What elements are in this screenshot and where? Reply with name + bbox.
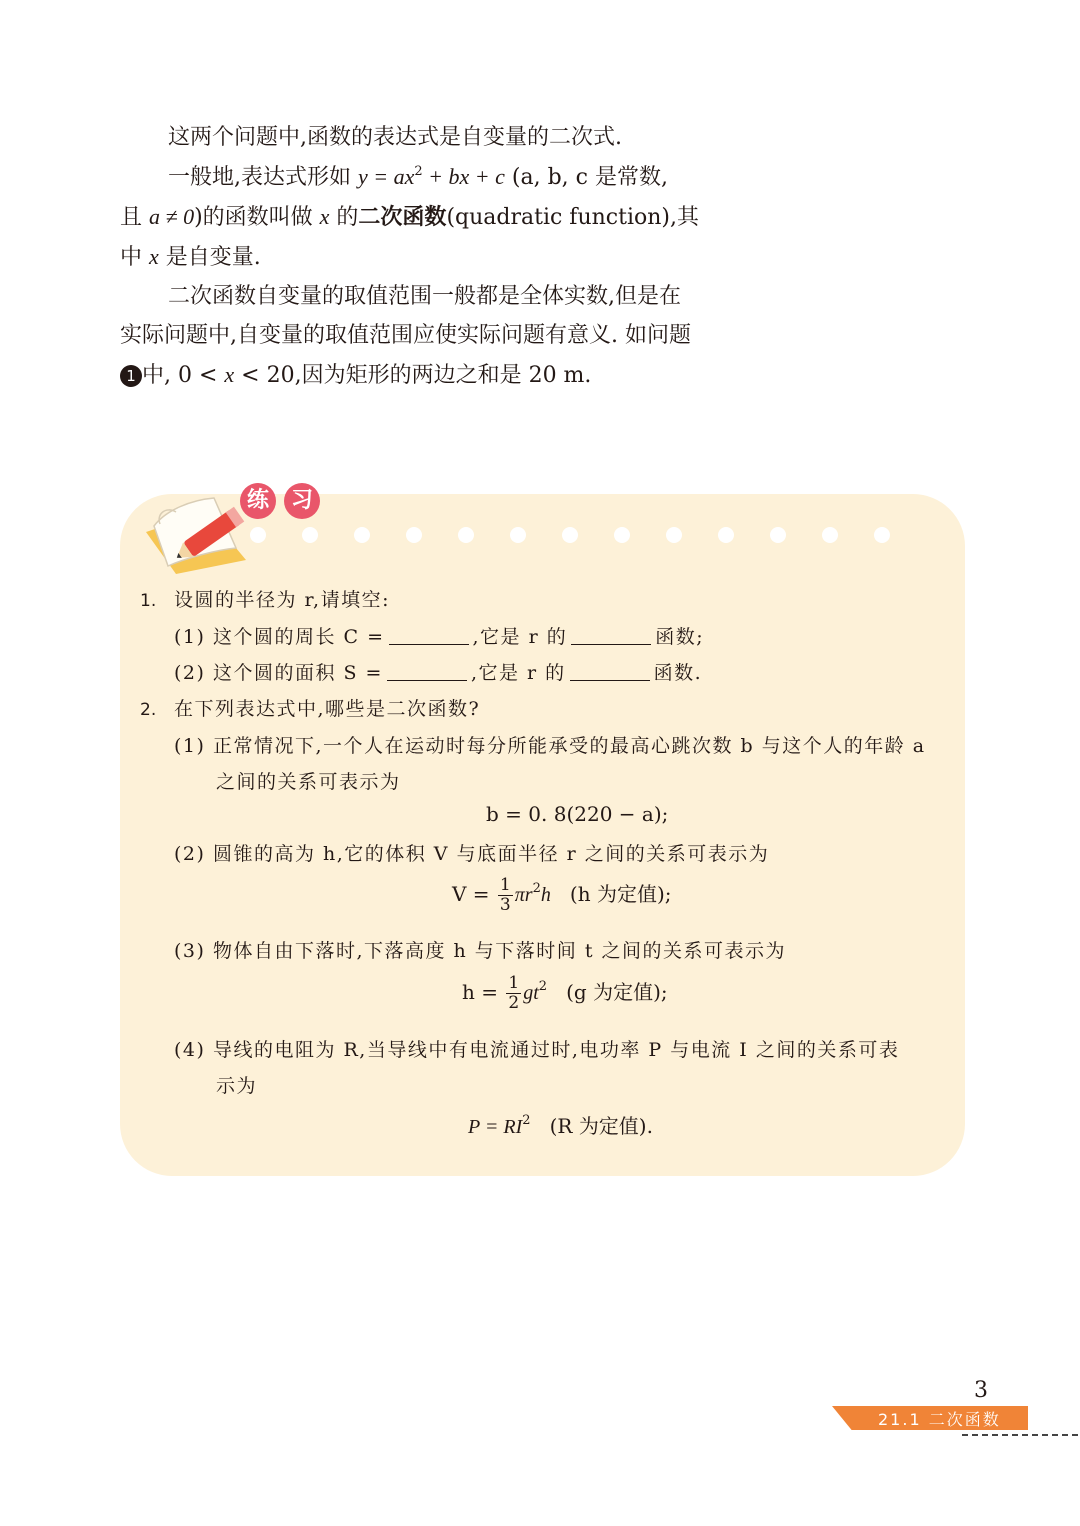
section-label: 21.1 二次函数 <box>878 1410 1001 1429</box>
fraction: $\frac{1}{2}$ <box>508 973 520 1013</box>
dot <box>510 527 526 543</box>
dot <box>666 527 682 543</box>
footer-divider <box>962 1434 1078 1436</box>
key-term: 二次函数 <box>358 205 447 230</box>
question-1-part-2: (2) 这个圆的面积 S = ,它是 r 的 函数. <box>174 662 703 684</box>
dot <box>770 527 786 543</box>
question-2-part-1-cont: 之间的关系可表示为 <box>216 771 401 793</box>
dot <box>822 527 838 543</box>
dot <box>718 527 734 543</box>
dot <box>406 527 422 543</box>
exercise-badge-2: 习 <box>284 483 320 519</box>
page-number: 3 <box>974 1378 988 1403</box>
exercise-1 <box>140 582 960 800</box>
question-1: 1. 设圆的半径为 r,请填空: <box>140 589 390 611</box>
answer-blank[interactable] <box>570 660 650 681</box>
question-1-part-1: (1) 这个圆的周长 C = ,它是 r 的 函数; <box>174 626 705 648</box>
paragraph-3-line-2: 实际问题中,自变量的取值范围应使实际问题有意义. 如问题 <box>120 323 691 348</box>
question-2: 2. 在下列表达式中,哪些是二次函数? <box>140 698 481 720</box>
paragraph-2-line-3: 中 x 是自变量. <box>120 244 261 270</box>
formula-2: V = $\frac{1}{3}$ $\pi r^2h$ (h 为定值); <box>452 875 672 915</box>
answer-blank[interactable] <box>389 624 469 645</box>
dot <box>562 527 578 543</box>
paragraph-3-line-3: 1 中, 0 < x < 20,因为矩形的两边之和是 20 m. <box>120 355 740 395</box>
formula-1: b = 0. 8(220 − a); <box>486 802 669 826</box>
paragraph-3-line-1: 二次函数自变量的取值范围一般都是全体实数,但是在 <box>168 284 681 309</box>
circled-number-icon: 1 <box>120 365 142 387</box>
dot <box>874 527 890 543</box>
dot <box>458 527 474 543</box>
dot <box>614 527 630 543</box>
dot <box>354 527 370 543</box>
body-text <box>120 118 740 395</box>
question-2-part-3: (3) 物体自由下落时,下落高度 h 与下落时间 t 之间的关系可表示为 <box>174 940 787 962</box>
question-2-part-1: (1) 正常情况下,一个人在运动时每分所能承受的最高心跳次数 b 与这个人的年龄 a <box>174 735 926 757</box>
question-2-part-4: (4) 导线的电阻为 R,当导线中有电流通过时,电功率 P 与电流 I 之间的关系可表 示为 <box>174 1039 900 1097</box>
paragraph-2-line-1: 一般地,表达式形如 $y = ax^2$ + bx + c (a, b, c 是常数, <box>168 164 668 190</box>
answer-blank[interactable] <box>387 660 467 681</box>
formula-4: $P = RI^2$ (R 为定值). <box>468 1113 653 1138</box>
paragraph-1: 这两个问题中,函数的表达式是自变量的二次式. <box>168 125 622 150</box>
paragraph-2-line-2: 且 a ≠ 0)的函数叫做 x 的二次函数(quadratic function),其 <box>120 204 699 230</box>
exponent: 2 <box>414 164 423 179</box>
question-2-part-2: (2) 圆锥的高为 h,它的体积 V 与底面半径 r 之间的关系可表示为 <box>174 843 770 865</box>
answer-blank[interactable] <box>571 624 651 645</box>
formula-3: h = $\frac{1}{2}$ $gt^2$ (g 为定值); <box>462 973 668 1013</box>
exercise-badge-1: 练 <box>240 483 276 519</box>
fraction: $\frac{1}{3}$ <box>499 875 511 915</box>
